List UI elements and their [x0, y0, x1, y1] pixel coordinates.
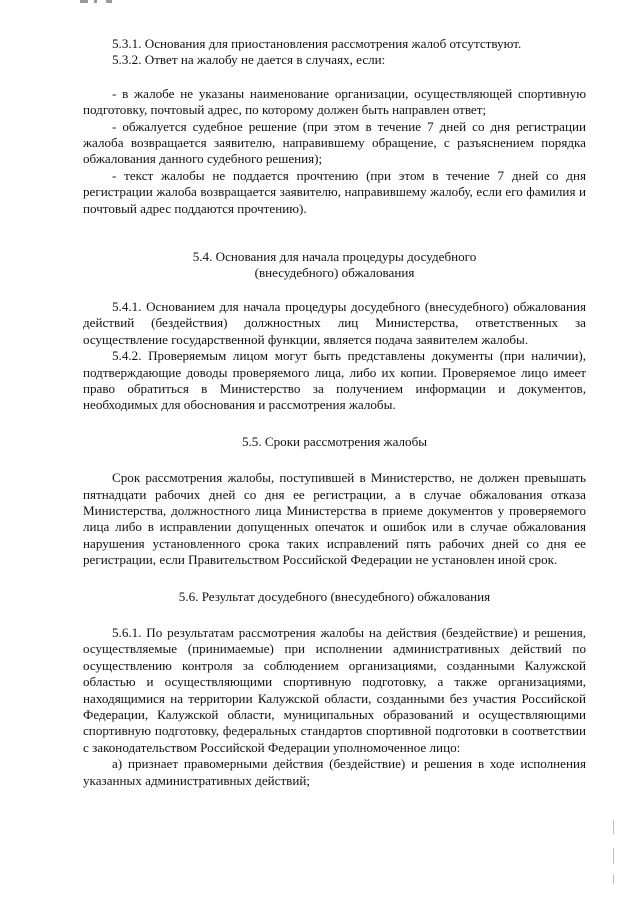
heading-5-4-line-2: (внесудебного) обжалования [254, 265, 415, 281]
paragraph-5-3-2: 5.3.2. Ответ на жалобу не дается в случаях, если: [112, 52, 386, 68]
section-heading-5-4 [83, 249, 586, 282]
scan-top-mark [80, 0, 116, 4]
paragraph-5-6-1: 5.6.1. По результатам рассмотрения жалобы на действия (бездействие) и решения, осуществляемые (принимаемые) при исполнении административных действий по осуществлению контроля за соблюдением организациями, созданными Калужской областью и осуществляющими спортивную подготовку, а также организациями, находящимися на территории Калужской области, созданными без участия Российской Федерации, Калужской области, муниципальных образований и осуществляющими спортивную подготовку, федеральных стандартов спортивной подготовки в соответствии с законодательством Российской Федерации уполномоченное лицо: [83, 624, 586, 755]
list-item-court-decision: - обжалуется судебное решение (при этом в течение 7 дней со дня регистрации жалоба возвращается заявителю, направившему обращение, с разъяснением порядка обжалования данного судебного решения); [83, 118, 586, 167]
paragraph-5-4-1: 5.4.1. Основанием для начала процедуры досудебного (внесудебного) обжалования действий (бездействия) должностных лиц Министерства, ответственных за осуществление государственной функции, является подача заявителем жалобы. [83, 298, 586, 347]
document-page [83, 36, 586, 789]
section-heading-5-6: 5.6. Результат досудебного (внесудебного) обжалования [178, 588, 491, 604]
paragraph-5-4-2: 5.4.2. Проверяемым лицом могут быть представлены документы (при наличии), подтверждающие доводы проверяемого лица, либо их копии. Проверяемое лицо имеет право обратиться в Министерство за получением информации и документов, необходимых для обоснования и рассмотрения жалобы. [83, 348, 586, 413]
heading-5-4-line-1: 5.4. Основания для начала процедуры досудебного [192, 249, 477, 265]
scan-edge-marks [613, 800, 616, 900]
list-item-unreadable: - текст жалобы не поддается прочтению (при этом в течение 7 дней со дня регистрации жалоба возвращается заявителю, направившему жалобу, если его фамилия и почтовый адрес поддаются прочтению). [83, 167, 586, 216]
list-item-no-address: - в жалобе не указаны наименование организации, осуществляющей спортивную подготовку, почтовый адрес, по которому должен быть направлен ответ; [83, 85, 586, 118]
section-heading-5-5: 5.5. Сроки рассмотрения жалобы [241, 433, 428, 449]
paragraph-5-6-1-a: а) признает правомерными действия (бездействие) и решения в ходе исполнения указанных административных действий; [83, 756, 586, 788]
paragraph-5-3-1: 5.3.1. Основания для приостановления рассмотрения жалоб отсутствуют. [112, 36, 522, 51]
paragraph-5-5: Срок рассмотрения жалобы, поступившей в Министерство, не должен превышать пятнадцати рабочих дней со дня ее регистрации, а в случае обжалования отказа Министерства, должностного лица Министерства в приеме документов у проверяемого лица либо в исправлении допущенных опечаток и ошибок или в случае обжалования нарушения установленного срока таких исправлений пять рабочих дней со дня ее регистрации, если Правительством Российской Федерации не установлен иной срок. [83, 470, 586, 568]
